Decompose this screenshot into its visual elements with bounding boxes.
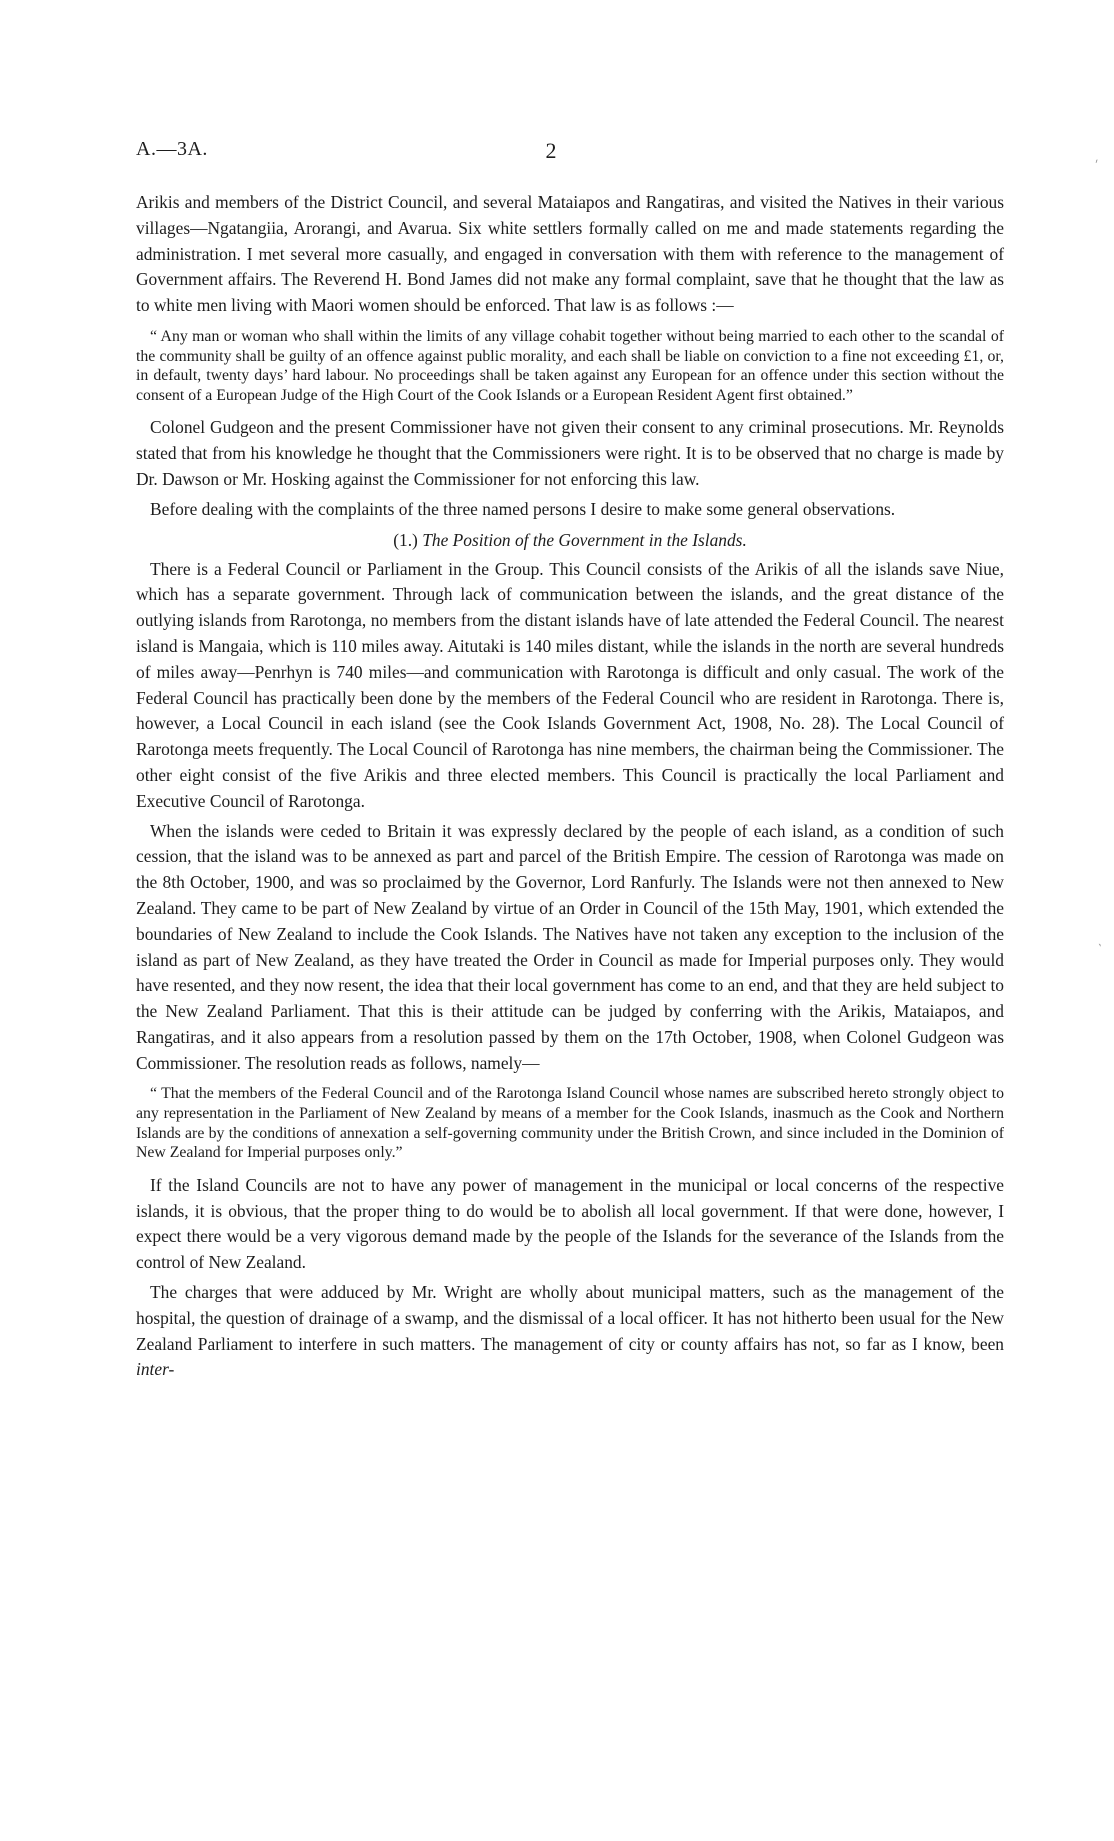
margin-mark-icon: ˏ bbox=[1086, 147, 1101, 165]
document-body bbox=[136, 190, 1004, 1387]
paragraph-5: When the islands were ceded to Britain it was expressly declared by the people of each island, as a condition of such cession, that the island was to be annexed as part and parcel of the British Empire. The cession of Rarotonga was made on the 8th October, 1900, and was so proclaimed by the Governor, Lord Ranfurly. The Islands were not then annexed to New Zealand. They came to be part of New Zealand by virtue of an Order in Council of the 15th May, 1901, which extended the boundaries of New Zealand to include the Cook Islands. The Natives have not taken any exception to the inclusion of the island as part of New Zealand, as they have treated the Order in Council as made for Imperial purposes only. They would have resented, and they now resent, the idea that their local government has come to an end, and that they are held subject to the New Zealand Parliament. That this is their attitude can be judged by conferring with the Arikis, Mataiapos, and Rangatiras, and it also appears from a resolution passed by them on the 17th October, 1908, when Colonel Gudgeon was Commissioner. The resolution reads as follows, namely— bbox=[136, 820, 1004, 1073]
paragraph-2: Colonel Gudgeon and the present Commissioner have not given their consent to any criminal prosecutions. Mr. Reynolds stated that from his knowledge he thought that the Commissioners were right. It is to be observed that no charge is made by Dr. Dawson or Mr. Hosking against the Commissioner for not enforcing this law. bbox=[136, 417, 1004, 489]
paragraph-7-continuation: inter- bbox=[136, 1359, 175, 1380]
section-heading bbox=[136, 527, 1004, 553]
paragraph-7-text: The charges that were adduced by Mr. Wright are wholly about municipal matters, such as the management of the hospital, the question of drainage of a swamp, and the dismissal of a local officer. It has not hitherto been usual for the New Zealand Parliament to interfere in such matters. The management of city or county affairs has not, so far as I know, been bbox=[136, 1282, 1004, 1354]
paragraph-7 bbox=[136, 1280, 1004, 1383]
page-number: 2 bbox=[545, 138, 557, 163]
paragraph-6: If the Island Councils are not to have any power of management in the municipal or local concerns of the respective islands, it is obvious, that the proper thing to do would be to abolish all local government. If that were done, however, I expect there would be a very vigorous demand made by the people of the Islands for the severance of the Islands from the control of New Zealand. bbox=[136, 1174, 1004, 1273]
section-number: (1.) bbox=[393, 529, 418, 550]
page-header bbox=[136, 138, 1006, 168]
paragraph-4: There is a Federal Council or Parliament in the Group. This Council consists of the Arikis of all the islands save Niue, which has a separate government. Through lack of communication between the islands, and the great distance of the outlying islands from Rarotonga, no members from the distant islands have of late attended the Federal Council. The nearest island is Mangaia, which is 110 miles away. Aitutaki is 140 miles distant, while the islands in the north are several hundreds of miles away—Penrhyn is 740 miles—and communication with Rarotonga is difficult and only casual. The work of the Federal Council has practically been done by the members of the Federal Council who are resident in Rarotonga. There is, however, a Local Council in each island (see the Cook Islands Government Act, 1908, No. 28). The Local Council of Rarotonga meets frequently. The Local Council of Rarotonga has nine members, the chairman being the Commissioner. The other eight consist of the five Arikis and three elected members. This Council is practically the local Parliament and Executive Council of Rarotonga. bbox=[136, 558, 1004, 811]
quoted-law: “ Any man or woman who shall within the limits of any village cohabit together without being married to each other to the scandal of the community shall be guilty of an offence against public morality, and each shall be liable on conviction to a fine not exceeding £1, or, in default, twenty days’ hard labour. No proceedings shall be taken against any European for an offence under this section without the consent of a European Judge of the High Court of the Cook Islands or a European Resident Agent first obtained.” bbox=[136, 327, 1004, 404]
quoted-resolution: “ That the members of the Federal Council and of the Rarotonga Island Council whose names are subscribed hereto strongly object to any representation in the Parliament of New Zealand by means of a member for the Cook Islands, inasmuch as the Cook and Northern Islands are by the conditions of annexation a self-governing community under the British Crown, and since included in the Dominion of New Zealand for Imperial purposes only.” bbox=[136, 1085, 1004, 1162]
section-title: The Position of the Government in the Islands. bbox=[422, 529, 747, 550]
margin-mark-icon: ˴ bbox=[1095, 935, 1105, 953]
document-reference: A.—3A. bbox=[136, 138, 208, 160]
paragraph-3: Before dealing with the complaints of the three named persons I desire to make some general observations. bbox=[150, 498, 896, 519]
paragraph-1: Arikis and members of the District Council, and several Mataiapos and Rangatiras, and visited the Natives in their various villages—Ngatangiia, Arorangi, and Avarua. Six white settlers formally called on me and made statements regarding the administration. I met several more casually, and engaged in conversation with them with reference to the management of Government affairs. The Reverend H. Bond James did not make any formal complaint, save that he thought that the law as to white men living with Maori women should be enforced. That law is as follows :— bbox=[136, 192, 1004, 316]
